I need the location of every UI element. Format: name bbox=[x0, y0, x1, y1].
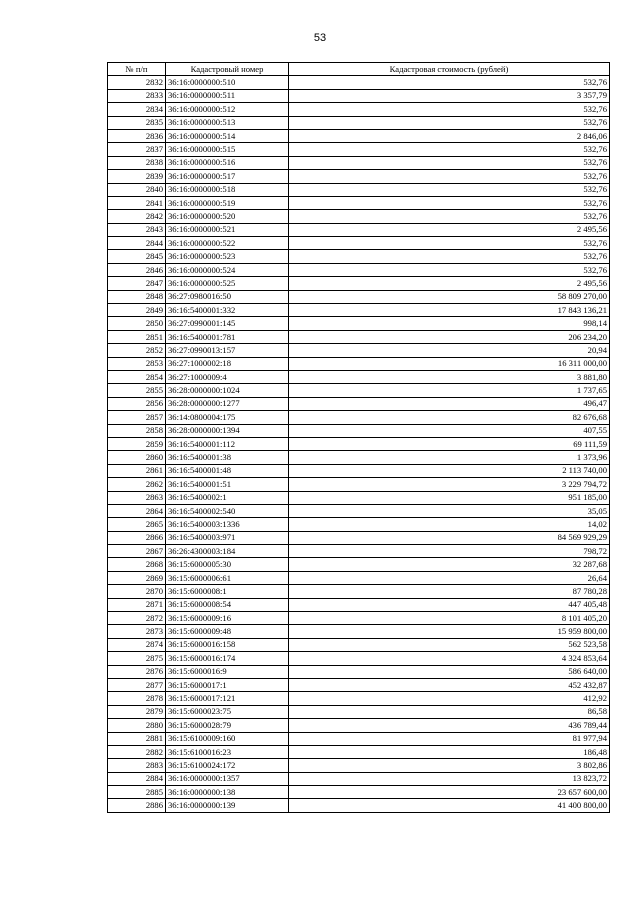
cadastral-value-cell: 87 780,28 bbox=[289, 585, 610, 598]
cadastral-value-cell: 1 737,65 bbox=[289, 384, 610, 397]
row-number-cell: 2881 bbox=[108, 732, 166, 745]
cadastral-number-cell: 36:16:0000000:519 bbox=[166, 196, 289, 209]
table-row bbox=[108, 745, 610, 758]
cadastral-value-cell: 2 846,06 bbox=[289, 129, 610, 142]
cadastral-number-cell: 36:16:0000000:515 bbox=[166, 143, 289, 156]
cadastral-number-cell: 36:16:0000000:523 bbox=[166, 250, 289, 263]
table-row bbox=[108, 129, 610, 142]
row-number-cell: 2886 bbox=[108, 799, 166, 812]
row-number-cell: 2867 bbox=[108, 545, 166, 558]
table-row bbox=[108, 357, 610, 370]
cadastral-number-cell: 36:16:5400003:1336 bbox=[166, 518, 289, 531]
cadastral-value-cell: 951 185,00 bbox=[289, 491, 610, 504]
cadastral-value-cell: 532,76 bbox=[289, 143, 610, 156]
cadastral-number-cell: 36:14:0800004:175 bbox=[166, 411, 289, 424]
table-row bbox=[108, 237, 610, 250]
row-number-cell: 2839 bbox=[108, 170, 166, 183]
table-row bbox=[108, 76, 610, 89]
row-number-cell: 2841 bbox=[108, 196, 166, 209]
table-row bbox=[108, 370, 610, 383]
cadastral-number-cell: 36:27:0980016:50 bbox=[166, 290, 289, 303]
cadastral-value-cell: 447 405,48 bbox=[289, 598, 610, 611]
cadastral-number-cell: 36:16:0000000:1357 bbox=[166, 772, 289, 785]
cadastral-value-cell: 20,94 bbox=[289, 344, 610, 357]
row-number-cell: 2877 bbox=[108, 678, 166, 691]
row-number-cell: 2860 bbox=[108, 451, 166, 464]
cadastral-number-cell: 36:15:6000009:48 bbox=[166, 625, 289, 638]
table-row bbox=[108, 652, 610, 665]
row-number-cell: 2842 bbox=[108, 210, 166, 223]
row-number-cell: 2835 bbox=[108, 116, 166, 129]
cadastral-number-cell: 36:16:0000000:139 bbox=[166, 799, 289, 812]
cadastral-number-cell: 36:15:6100024:172 bbox=[166, 759, 289, 772]
table-row bbox=[108, 263, 610, 276]
cadastral-number-cell: 36:16:0000000:520 bbox=[166, 210, 289, 223]
table-row bbox=[108, 598, 610, 611]
table-row bbox=[108, 558, 610, 571]
table-row bbox=[108, 464, 610, 477]
row-number-cell: 2863 bbox=[108, 491, 166, 504]
cadastral-number-cell: 36:28:0000000:1024 bbox=[166, 384, 289, 397]
cadastral-number-cell: 36:16:5400001:112 bbox=[166, 437, 289, 450]
cadastral-number-cell: 36:15:6000028:79 bbox=[166, 719, 289, 732]
cadastral-number-cell: 36:15:6000016:174 bbox=[166, 652, 289, 665]
cadastral-number-cell: 36:16:5400001:48 bbox=[166, 464, 289, 477]
cadastral-value-cell: 2 495,56 bbox=[289, 277, 610, 290]
table-row bbox=[108, 732, 610, 745]
table-row bbox=[108, 277, 610, 290]
row-number-cell: 2865 bbox=[108, 518, 166, 531]
row-number-cell: 2880 bbox=[108, 719, 166, 732]
cadastral-value-cell: 496,47 bbox=[289, 397, 610, 410]
header-row-number: № п/п bbox=[108, 63, 166, 76]
row-number-cell: 2875 bbox=[108, 652, 166, 665]
cadastral-number-cell: 36:16:5400002:1 bbox=[166, 491, 289, 504]
table-row bbox=[108, 478, 610, 491]
row-number-cell: 2870 bbox=[108, 585, 166, 598]
cadastral-value-cell: 532,76 bbox=[289, 76, 610, 89]
row-number-cell: 2844 bbox=[108, 237, 166, 250]
row-number-cell: 2845 bbox=[108, 250, 166, 263]
cadastral-value-cell: 84 569 929,29 bbox=[289, 531, 610, 544]
table-row bbox=[108, 330, 610, 343]
cadastral-number-cell: 36:15:6100016:23 bbox=[166, 745, 289, 758]
cadastral-number-cell: 36:15:6000017:121 bbox=[166, 692, 289, 705]
cadastral-number-cell: 36:16:0000000:514 bbox=[166, 129, 289, 142]
table-body bbox=[108, 76, 610, 812]
cadastral-value-cell: 452 432,87 bbox=[289, 678, 610, 691]
cadastral-value-cell: 3 229 794,72 bbox=[289, 478, 610, 491]
table-row bbox=[108, 799, 610, 812]
cadastral-value-cell: 206 234,20 bbox=[289, 330, 610, 343]
row-number-cell: 2850 bbox=[108, 317, 166, 330]
row-number-cell: 2843 bbox=[108, 223, 166, 236]
table-row bbox=[108, 424, 610, 437]
cadastral-value-cell: 586 640,00 bbox=[289, 665, 610, 678]
cadastral-value-cell: 82 676,68 bbox=[289, 411, 610, 424]
cadastral-number-cell: 36:15:6000023:75 bbox=[166, 705, 289, 718]
cadastral-value-cell: 407,55 bbox=[289, 424, 610, 437]
table-row bbox=[108, 304, 610, 317]
cadastral-value-cell: 3 802,86 bbox=[289, 759, 610, 772]
cadastral-number-cell: 36:16:5400001:781 bbox=[166, 330, 289, 343]
table-row bbox=[108, 317, 610, 330]
row-number-cell: 2846 bbox=[108, 263, 166, 276]
row-number-cell: 2858 bbox=[108, 424, 166, 437]
row-number-cell: 2834 bbox=[108, 103, 166, 116]
cadastral-number-cell: 36:15:6000016:158 bbox=[166, 638, 289, 651]
row-number-cell: 2862 bbox=[108, 478, 166, 491]
row-number-cell: 2833 bbox=[108, 89, 166, 102]
cadastral-value-cell: 58 809 270,00 bbox=[289, 290, 610, 303]
cadastral-value-cell: 532,76 bbox=[289, 263, 610, 276]
cadastral-number-cell: 36:28:0000000:1394 bbox=[166, 424, 289, 437]
cadastral-number-cell: 36:28:0000000:1277 bbox=[166, 397, 289, 410]
cadastral-number-cell: 36:16:5400002:540 bbox=[166, 504, 289, 517]
row-number-cell: 2859 bbox=[108, 437, 166, 450]
table-row bbox=[108, 290, 610, 303]
table-row bbox=[108, 786, 610, 799]
table-row bbox=[108, 103, 610, 116]
cadastral-number-cell: 36:15:6000008:1 bbox=[166, 585, 289, 598]
cadastral-number-cell: 36:16:0000000:518 bbox=[166, 183, 289, 196]
row-number-cell: 2872 bbox=[108, 612, 166, 625]
row-number-cell: 2847 bbox=[108, 277, 166, 290]
row-number-cell: 2864 bbox=[108, 504, 166, 517]
row-number-cell: 2868 bbox=[108, 558, 166, 571]
row-number-cell: 2869 bbox=[108, 571, 166, 584]
cadastral-value-table bbox=[107, 62, 610, 813]
cadastral-number-cell: 36:16:5400001:51 bbox=[166, 478, 289, 491]
row-number-cell: 2885 bbox=[108, 786, 166, 799]
table-row bbox=[108, 625, 610, 638]
cadastral-number-cell: 36:16:0000000:512 bbox=[166, 103, 289, 116]
cadastral-number-cell: 36:15:6000005:30 bbox=[166, 558, 289, 571]
cadastral-number-cell: 36:16:5400003:971 bbox=[166, 531, 289, 544]
cadastral-value-cell: 532,76 bbox=[289, 183, 610, 196]
row-number-cell: 2852 bbox=[108, 344, 166, 357]
cadastral-value-cell: 532,76 bbox=[289, 170, 610, 183]
cadastral-number-cell: 36:27:0990013:157 bbox=[166, 344, 289, 357]
table-row bbox=[108, 612, 610, 625]
row-number-cell: 2854 bbox=[108, 370, 166, 383]
row-number-cell: 2866 bbox=[108, 531, 166, 544]
table-row bbox=[108, 143, 610, 156]
cadastral-number-cell: 36:26:4300003:184 bbox=[166, 545, 289, 558]
table-header-row bbox=[108, 63, 610, 76]
cadastral-value-cell: 532,76 bbox=[289, 103, 610, 116]
row-number-cell: 2856 bbox=[108, 397, 166, 410]
cadastral-value-cell: 436 789,44 bbox=[289, 719, 610, 732]
row-number-cell: 2836 bbox=[108, 129, 166, 142]
cadastral-value-cell: 532,76 bbox=[289, 210, 610, 223]
table-row bbox=[108, 585, 610, 598]
row-number-cell: 2883 bbox=[108, 759, 166, 772]
table-row bbox=[108, 156, 610, 169]
row-number-cell: 2832 bbox=[108, 76, 166, 89]
cadastral-value-cell: 81 977,94 bbox=[289, 732, 610, 745]
cadastral-value-cell: 41 400 800,00 bbox=[289, 799, 610, 812]
cadastral-number-cell: 36:16:0000000:513 bbox=[166, 116, 289, 129]
cadastral-value-cell: 17 843 136,21 bbox=[289, 304, 610, 317]
row-number-cell: 2855 bbox=[108, 384, 166, 397]
cadastral-number-cell: 36:27:0990001:145 bbox=[166, 317, 289, 330]
table-row bbox=[108, 518, 610, 531]
table-row bbox=[108, 250, 610, 263]
cadastral-value-cell: 2 495,56 bbox=[289, 223, 610, 236]
table-row bbox=[108, 678, 610, 691]
cadastral-value-cell: 3 881,80 bbox=[289, 370, 610, 383]
cadastral-value-cell: 532,76 bbox=[289, 196, 610, 209]
cadastral-value-cell: 15 959 800,00 bbox=[289, 625, 610, 638]
cadastral-value-cell: 998,14 bbox=[289, 317, 610, 330]
cadastral-value-cell: 412,92 bbox=[289, 692, 610, 705]
table-row bbox=[108, 170, 610, 183]
cadastral-value-cell: 532,76 bbox=[289, 250, 610, 263]
row-number-cell: 2848 bbox=[108, 290, 166, 303]
cadastral-number-cell: 36:15:6100009:160 bbox=[166, 732, 289, 745]
cadastral-value-cell: 13 823,72 bbox=[289, 772, 610, 785]
cadastral-value-cell: 532,76 bbox=[289, 116, 610, 129]
cadastral-value-cell: 8 101 405,20 bbox=[289, 612, 610, 625]
cadastral-number-cell: 36:15:6000009:16 bbox=[166, 612, 289, 625]
table-header bbox=[108, 63, 610, 76]
table-row bbox=[108, 451, 610, 464]
cadastral-number-cell: 36:15:6000008:54 bbox=[166, 598, 289, 611]
row-number-cell: 2849 bbox=[108, 304, 166, 317]
cadastral-number-cell: 36:16:0000000:525 bbox=[166, 277, 289, 290]
table-row bbox=[108, 665, 610, 678]
table-row bbox=[108, 571, 610, 584]
row-number-cell: 2882 bbox=[108, 745, 166, 758]
cadastral-number-cell: 36:16:0000000:511 bbox=[166, 89, 289, 102]
cadastral-value-cell: 16 311 000,00 bbox=[289, 357, 610, 370]
row-number-cell: 2874 bbox=[108, 638, 166, 651]
table-row bbox=[108, 397, 610, 410]
row-number-cell: 2857 bbox=[108, 411, 166, 424]
cadastral-number-cell: 36:16:0000000:522 bbox=[166, 237, 289, 250]
row-number-cell: 2871 bbox=[108, 598, 166, 611]
cadastral-number-cell: 36:15:6000016:9 bbox=[166, 665, 289, 678]
cadastral-number-cell: 36:15:6000017:1 bbox=[166, 678, 289, 691]
table-row bbox=[108, 89, 610, 102]
row-number-cell: 2853 bbox=[108, 357, 166, 370]
header-cadastral-value: Кадастровая стоимость (рублей) bbox=[289, 63, 610, 76]
row-number-cell: 2851 bbox=[108, 330, 166, 343]
cadastral-value-cell: 562 523,58 bbox=[289, 638, 610, 651]
row-number-cell: 2873 bbox=[108, 625, 166, 638]
row-number-cell: 2884 bbox=[108, 772, 166, 785]
row-number-cell: 2840 bbox=[108, 183, 166, 196]
cadastral-value-cell: 35,05 bbox=[289, 504, 610, 517]
cadastral-value-cell: 26,64 bbox=[289, 571, 610, 584]
row-number-cell: 2838 bbox=[108, 156, 166, 169]
table-row bbox=[108, 638, 610, 651]
table-row bbox=[108, 719, 610, 732]
cadastral-number-cell: 36:16:0000000:521 bbox=[166, 223, 289, 236]
cadastral-value-cell: 86,58 bbox=[289, 705, 610, 718]
table-row bbox=[108, 223, 610, 236]
table-row bbox=[108, 705, 610, 718]
cadastral-value-cell: 1 373,96 bbox=[289, 451, 610, 464]
page-number: 53 bbox=[313, 32, 327, 44]
table-row bbox=[108, 504, 610, 517]
cadastral-number-cell: 36:16:0000000:516 bbox=[166, 156, 289, 169]
cadastral-number-cell: 36:16:0000000:524 bbox=[166, 263, 289, 276]
cadastral-number-cell: 36:16:0000000:138 bbox=[166, 786, 289, 799]
cadastral-value-cell: 32 287,68 bbox=[289, 558, 610, 571]
cadastral-value-cell: 532,76 bbox=[289, 156, 610, 169]
cadastral-value-cell: 2 113 740,00 bbox=[289, 464, 610, 477]
cadastral-number-cell: 36:27:1000002:18 bbox=[166, 357, 289, 370]
table-row bbox=[108, 384, 610, 397]
cadastral-number-cell: 36:16:5400001:332 bbox=[166, 304, 289, 317]
row-number-cell: 2876 bbox=[108, 665, 166, 678]
cadastral-value-cell: 23 657 600,00 bbox=[289, 786, 610, 799]
cadastral-number-cell: 36:16:0000000:510 bbox=[166, 76, 289, 89]
table-row bbox=[108, 196, 610, 209]
header-cadastral-number: Кадастровый номер bbox=[166, 63, 289, 76]
table-row bbox=[108, 344, 610, 357]
cadastral-number-cell: 36:27:1000009:4 bbox=[166, 370, 289, 383]
table-row bbox=[108, 183, 610, 196]
table-row bbox=[108, 411, 610, 424]
table-row bbox=[108, 759, 610, 772]
table-row bbox=[108, 210, 610, 223]
table-row bbox=[108, 116, 610, 129]
row-number-cell: 2879 bbox=[108, 705, 166, 718]
row-number-cell: 2861 bbox=[108, 464, 166, 477]
cadastral-value-cell: 14,02 bbox=[289, 518, 610, 531]
row-number-cell: 2837 bbox=[108, 143, 166, 156]
cadastral-number-cell: 36:15:6000006:61 bbox=[166, 571, 289, 584]
row-number-cell: 2878 bbox=[108, 692, 166, 705]
table-row bbox=[108, 491, 610, 504]
table-row bbox=[108, 772, 610, 785]
cadastral-number-cell: 36:16:5400001:38 bbox=[166, 451, 289, 464]
cadastral-value-cell: 69 111,59 bbox=[289, 437, 610, 450]
cadastral-value-cell: 4 324 853,64 bbox=[289, 652, 610, 665]
table-row bbox=[108, 531, 610, 544]
table-row bbox=[108, 692, 610, 705]
cadastral-value-cell: 798,72 bbox=[289, 545, 610, 558]
cadastral-value-cell: 3 357,79 bbox=[289, 89, 610, 102]
table-row bbox=[108, 437, 610, 450]
cadastral-value-cell: 532,76 bbox=[289, 237, 610, 250]
table-row bbox=[108, 545, 610, 558]
cadastral-value-cell: 186,48 bbox=[289, 745, 610, 758]
cadastral-number-cell: 36:16:0000000:517 bbox=[166, 170, 289, 183]
